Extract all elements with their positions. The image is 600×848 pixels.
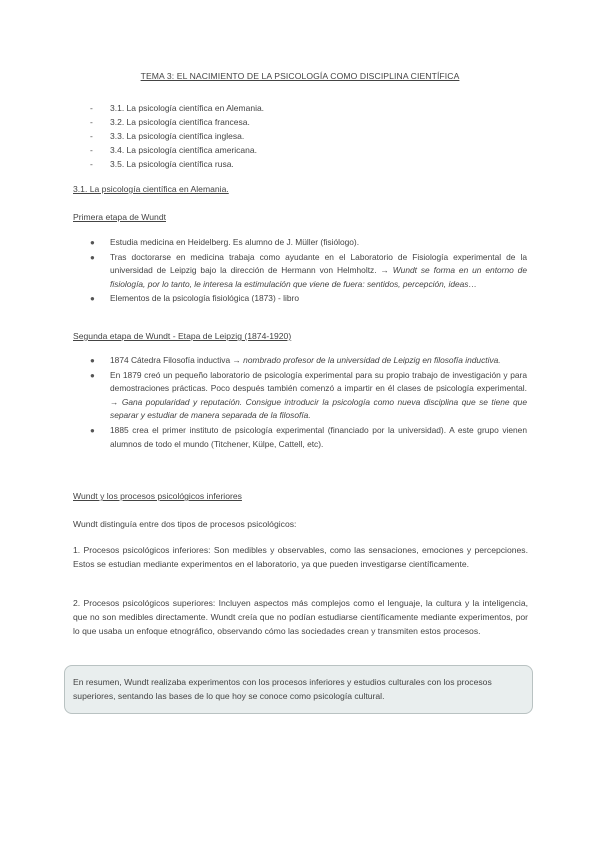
toc-dash: - (90, 131, 93, 141)
document-title: TEMA 3: EL NACIMIENTO DE LA PSICOLOGÍA COMO DISCIPLINA CIENTÍFICA (140, 71, 460, 81)
toc-item-label: 3.5. La psicología científica rusa. (110, 159, 234, 169)
primera-etapa-list (90, 236, 527, 306)
summary-text: En resumen, Wundt realizaba experimentos con los procesos inferiores y estudios culturales con los procesos superiores, sentando las bases de lo que hoy se conoce como psicología cultural. (73, 677, 492, 701)
bullet-icon: ● (90, 252, 95, 262)
list-item-text: Elementos de la psicología fisiológica (1873) - libro (110, 293, 300, 304)
list-item-text: Tras doctorarse en medicina trabaja como ayudante en el Laboratorio de Fisiología experimental de la universidad de Leipzig bajo la dirección de Hermann von Helmholtz. → (110, 251, 527, 276)
list-item (90, 369, 527, 423)
toc-item-label: 3.4. La psicología científica americana. (110, 145, 257, 155)
procesos-intro: Wundt distinguía entre dos tipos de procesos psicológicos: (73, 519, 297, 529)
list-item-text: En 1879 creó un pequeño laboratorio de psicología experimental para su propio trabajo de investigación y para demostraciones prácticas. Poco después también comenzó a impartir en él clases de psicología experimental. → (110, 369, 527, 407)
list-item (90, 424, 527, 451)
toc-item (90, 143, 264, 157)
toc-item (90, 129, 264, 143)
list-item (90, 292, 527, 306)
procesos-inferiores-paragraph: 1. Procesos psicológicos inferiores: Son medibles y observables, como las sensaciones, emociones y percepciones. Estos se estudian mediante experimentos en el laboratorio, ya que pueden investigarse científicamente. (73, 545, 528, 569)
toc-dash: - (90, 117, 93, 127)
bullet-icon: ● (90, 238, 95, 247)
section-heading: 3.1. La psicología científica en Alemania. (73, 184, 229, 194)
primera-etapa-heading: Primera etapa de Wundt (73, 212, 166, 222)
bullet-icon: ● (90, 294, 95, 304)
toc-item-label: 3.3. La psicología científica inglesa. (110, 131, 245, 141)
toc-item (90, 157, 264, 171)
toc-item (90, 101, 264, 115)
toc-item-label: 3.1. La psicología científica en Alemania. (110, 103, 265, 113)
toc-item-label: 3.2. La psicología científica francesa. (110, 117, 250, 127)
bullet-icon: ● (90, 370, 95, 380)
list-item (90, 251, 527, 292)
list-item-italic: nombrado profesor de la universidad de Leipzig en filosofía inductiva. (243, 355, 501, 365)
list-item (90, 236, 527, 250)
bullet-icon: ● (90, 356, 95, 365)
list-item-text: 1874 Cátedra Filosofía inductiva → (110, 355, 241, 365)
list-item (90, 354, 527, 368)
list-item-text: 1885 crea el primer instituto de psicología experimental (financiado por la universidad). A este grupo vienen alumnos de todo el mundo (Titchener, Külpe, Cattell, etc). (110, 424, 527, 449)
list-item-text: Estudia medicina en Heidelberg. Es alumno de J. Müller (fisiólogo). (110, 237, 360, 247)
toc-dash: - (90, 159, 93, 169)
segunda-etapa-heading: Segunda etapa de Wundt - Etapa de Leipzig (1874-1920) (73, 331, 292, 341)
segunda-etapa-list (90, 354, 527, 451)
toc-dash: - (90, 145, 93, 155)
procesos-superiores-paragraph: 2. Procesos psicológicos superiores: Incluyen aspectos más complejos como el lenguaje, la cultura y la inteligencia, que no son medibles directamente. Wundt creía que no podían estudiarse científicamente mediante experimentos, por lo que usaba un enfoque etnográfico, observando cómo las sociedades crean y transmiten estos procesos. (73, 598, 528, 636)
procesos-heading: Wundt y los procesos psicológicos inferiores (73, 491, 242, 501)
table-of-contents (90, 101, 264, 171)
summary-box (64, 665, 533, 714)
list-item-italic: Wundt se forma en un entorno de fisiología, por lo tanto, le interesa la estimulación que viene de fuera: sentidos, percepción, ideas… (110, 265, 528, 289)
toc-dash: - (90, 103, 93, 113)
list-item-italic: Gana popularidad y reputación. Consigue introducir la psicología como nueva disciplina que se tiene que separar y estudiar de manera separada de la filosofía. (110, 396, 527, 421)
bullet-icon: ● (90, 425, 95, 435)
toc-item (90, 115, 264, 129)
